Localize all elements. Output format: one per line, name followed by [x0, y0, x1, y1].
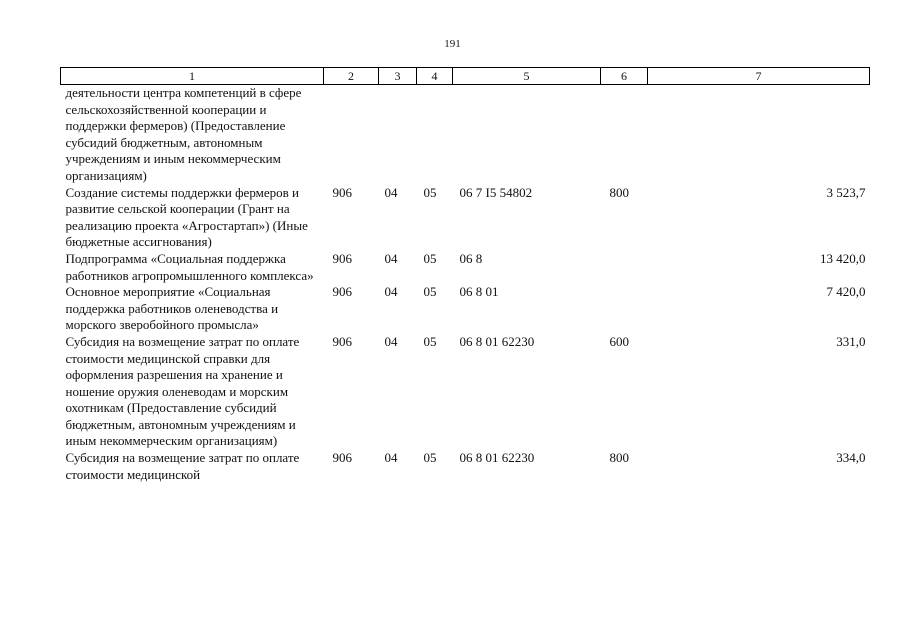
- item-name: Основное мероприятие «Социальная поддержка работников оленеводства и морского зверобойного промысла»: [65, 284, 279, 333]
- item-name: деятельности центра компетенций в сфере сельскохозяйственной кооперации и поддержки фермеров) (Предоставление субсидий бюджетным, автономным учреждениям и иным некоммерческим организациям): [65, 85, 302, 183]
- main-administrator-code: 906: [332, 450, 352, 466]
- table-row: [61, 334, 870, 450]
- section-code: 04: [384, 250, 398, 266]
- table-row: [61, 85, 870, 185]
- item-name: Создание системы поддержки фермеров и развитие сельской кооперации (Грант на реализацию проекта «Агростартап») (Иные бюджетные ассигнования): [65, 184, 308, 250]
- amount: 3 523,7: [826, 184, 866, 200]
- amount: 7 420,0: [826, 284, 866, 300]
- column-header: 2: [324, 68, 379, 85]
- subsection-code: 05: [423, 450, 437, 466]
- column-header: 1: [61, 68, 324, 85]
- section-code: 04: [384, 333, 398, 349]
- table-row: [61, 284, 870, 334]
- target-article-code: 06 8 01 62230: [459, 450, 535, 466]
- main-administrator-code: 906: [332, 184, 352, 200]
- main-administrator-code: 906: [332, 333, 352, 349]
- item-name: Субсидия на возмещение затрат по оплате стоимости медицинской: [65, 450, 300, 482]
- subsection-code: 05: [423, 284, 437, 300]
- section-code: 04: [384, 184, 398, 200]
- expense-type-code: 800: [609, 450, 629, 466]
- subsection-code: 05: [423, 250, 437, 266]
- column-header: 7: [648, 68, 870, 85]
- column-header: 4: [417, 68, 453, 85]
- expense-type-code: [601, 251, 648, 284]
- section-code: 04: [384, 450, 398, 466]
- expense-type-code: [601, 284, 648, 334]
- main-administrator-code: [324, 85, 379, 185]
- section-code: [379, 85, 417, 185]
- amount: 13 420,0: [820, 250, 866, 266]
- amount: 331,0: [836, 333, 866, 349]
- main-administrator-code: 906: [332, 284, 352, 300]
- target-article-code: 06 8 01: [459, 284, 499, 300]
- subsection-code: 05: [423, 184, 437, 200]
- column-number-header: [61, 68, 870, 85]
- expense-type-code: [601, 85, 648, 185]
- target-article-code: 06 7 I5 54802: [459, 184, 533, 200]
- table-row: [61, 450, 870, 483]
- budget-table: [60, 67, 870, 483]
- subsection-code: 05: [423, 333, 437, 349]
- subsection-code: [417, 85, 453, 185]
- column-header: 5: [453, 68, 601, 85]
- expense-type-code: 600: [609, 333, 629, 349]
- column-header: 3: [379, 68, 417, 85]
- page-number: 191: [444, 38, 461, 50]
- item-name: Подпрограмма «Социальная поддержка работников агропромышленного комплекса»: [65, 250, 314, 283]
- main-administrator-code: 906: [332, 250, 352, 266]
- table-row: [61, 185, 870, 251]
- item-name: Субсидия на возмещение затрат по оплате стоимости медицинской справки для оформления разрешения на хранение и ношение оружия оленеводам и морским охотникам (Предоставление субсидий бюджетным, автономным учреждениям и иным некоммерческим организациям): [65, 333, 300, 449]
- amount: 334,0: [836, 450, 866, 466]
- expense-type-code: 800: [609, 184, 629, 200]
- table-row: [61, 251, 870, 284]
- target-article-code: [453, 85, 601, 185]
- column-header: 6: [601, 68, 648, 85]
- target-article-code: 06 8: [459, 250, 483, 266]
- section-code: 04: [384, 284, 398, 300]
- target-article-code: 06 8 01 62230: [459, 333, 535, 349]
- amount: [648, 85, 870, 185]
